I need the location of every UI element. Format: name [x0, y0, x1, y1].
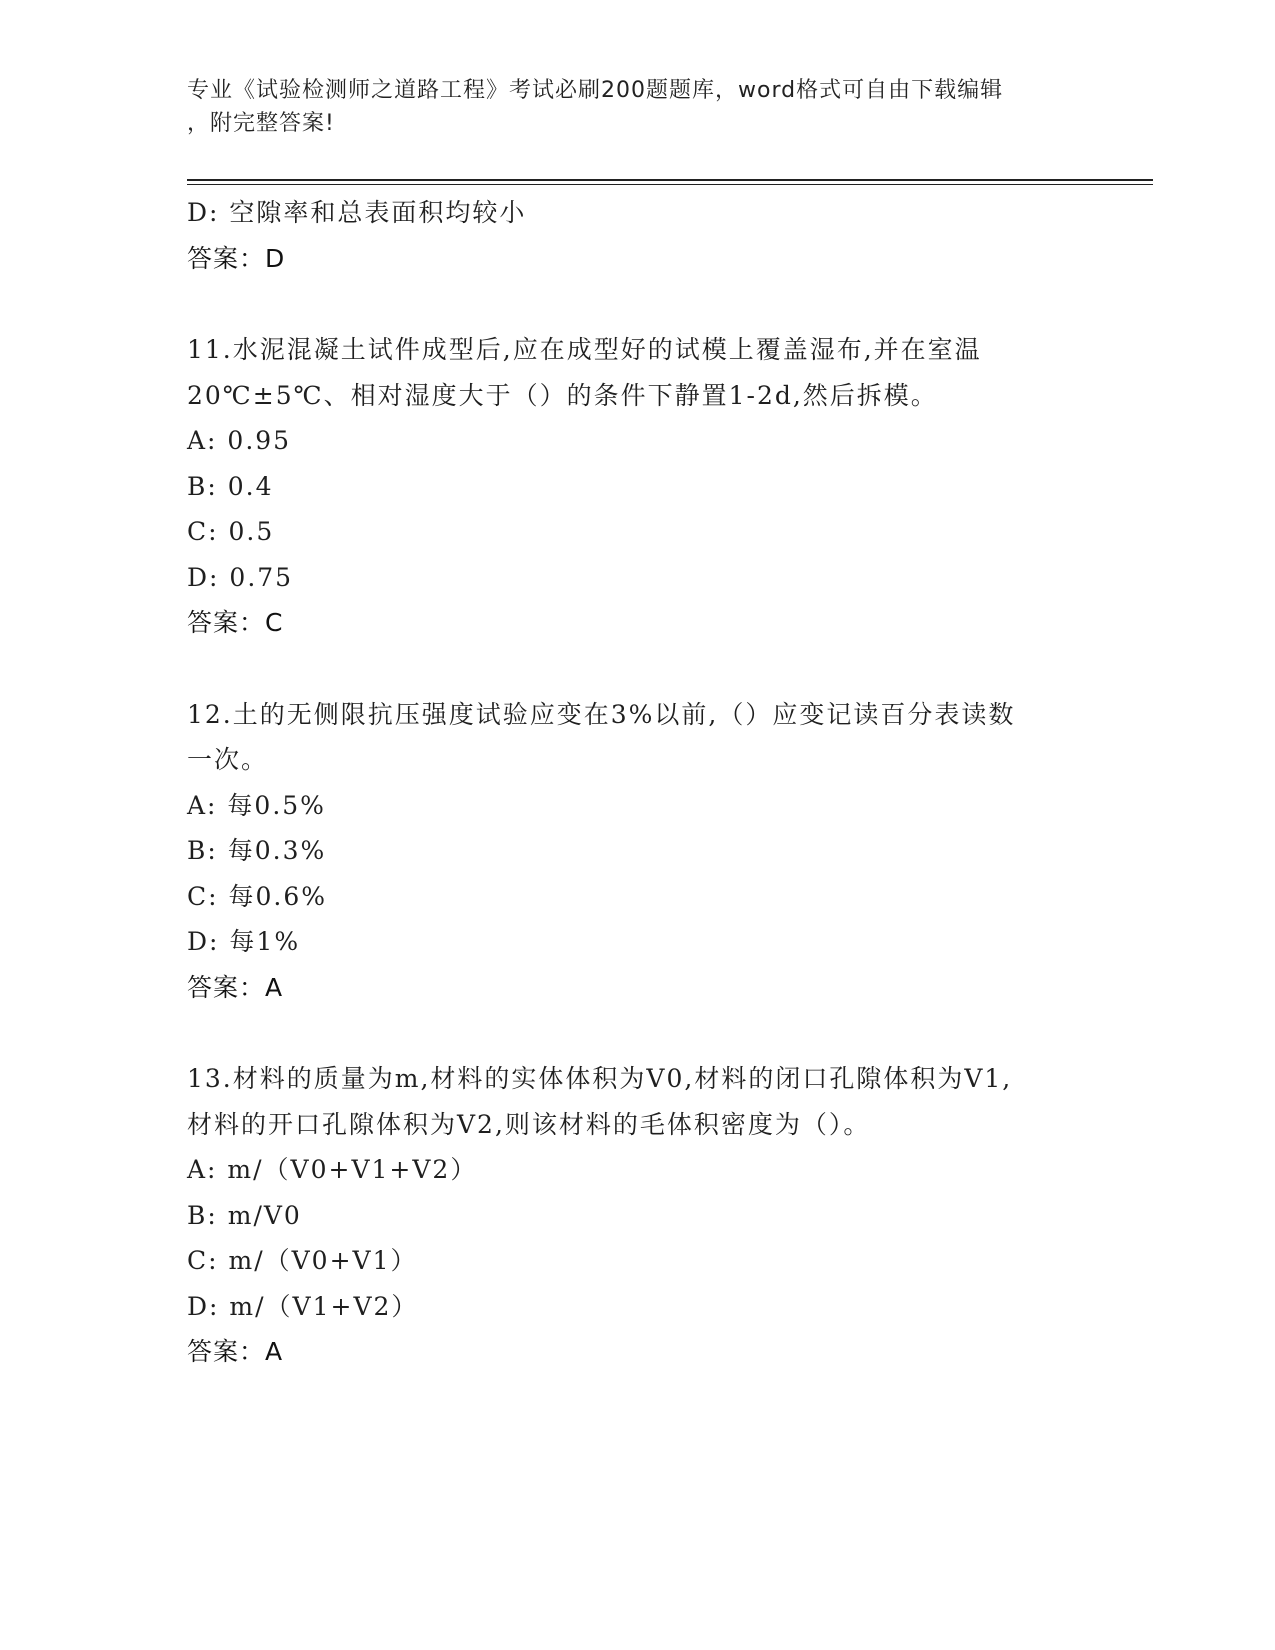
- question-11-option-c: C: 0.5: [187, 517, 275, 546]
- question-11-option-b: B: 0.4: [187, 471, 274, 501]
- question-12-answer: 答案：A: [187, 972, 284, 1002]
- question-12-option-c: C: 每0.6%: [187, 881, 328, 911]
- question-12-line-1: 12.土的无侧限抗压强度试验应变在3%以前,（）应变记读百分表读数: [187, 699, 1016, 729]
- question-content: [187, 190, 1087, 1375]
- question-13-option-b: B: m/V0: [187, 1200, 302, 1230]
- question-13-option-c: C: m/（V0+V1）: [187, 1246, 418, 1275]
- question-11-line-1: 11.水泥混凝土试件成型后,应在成型好的试模上覆盖湿布,并在室温: [187, 335, 982, 364]
- option-d-previous: D: 空隙率和总表面积均较小: [187, 198, 527, 227]
- question-12-option-b: B: 每0.3%: [187, 836, 327, 865]
- question-13-line-1: 13.材料的质量为m,材料的实体体积为V0,材料的闭口孔隙体积为V1,: [187, 1064, 1013, 1093]
- document-header: [187, 74, 1067, 140]
- spacer: [187, 281, 1087, 327]
- header-line-1: 专业《试验检测师之道路工程》考试必刷200题题库，word格式可自由下载编辑: [187, 78, 1004, 103]
- answer-previous: 答案：D: [187, 243, 286, 273]
- question-11-option-d: D: 0.75: [187, 562, 294, 592]
- header-line-2: ，附完整答案!: [187, 111, 335, 136]
- question-12-option-d: D: 每1%: [187, 927, 301, 956]
- header-divider-thin: [187, 184, 1153, 185]
- question-13-option-d: D: m/（V1+V2）: [187, 1291, 419, 1321]
- question-11-line-2: 20℃±5℃、相对湿度大于（）的条件下静置1-2d,然后拆模。: [187, 380, 938, 410]
- question-11-option-a: A: 0.95: [187, 426, 292, 455]
- question-13-answer: 答案：A: [187, 1337, 284, 1366]
- question-13-line-2: 材料的开口孔隙体积为V2,则该材料的毛体积密度为（）。: [187, 1109, 871, 1139]
- spacer: [187, 646, 1087, 692]
- question-13-option-a: A: m/（V0+V1+V2）: [187, 1155, 478, 1184]
- question-11-answer: 答案：C: [187, 608, 284, 637]
- spacer: [187, 1010, 1087, 1056]
- header-divider-thick: [187, 179, 1153, 181]
- question-12-line-2: 一次。: [187, 745, 269, 774]
- question-12-option-a: A: 每0.5%: [187, 790, 326, 820]
